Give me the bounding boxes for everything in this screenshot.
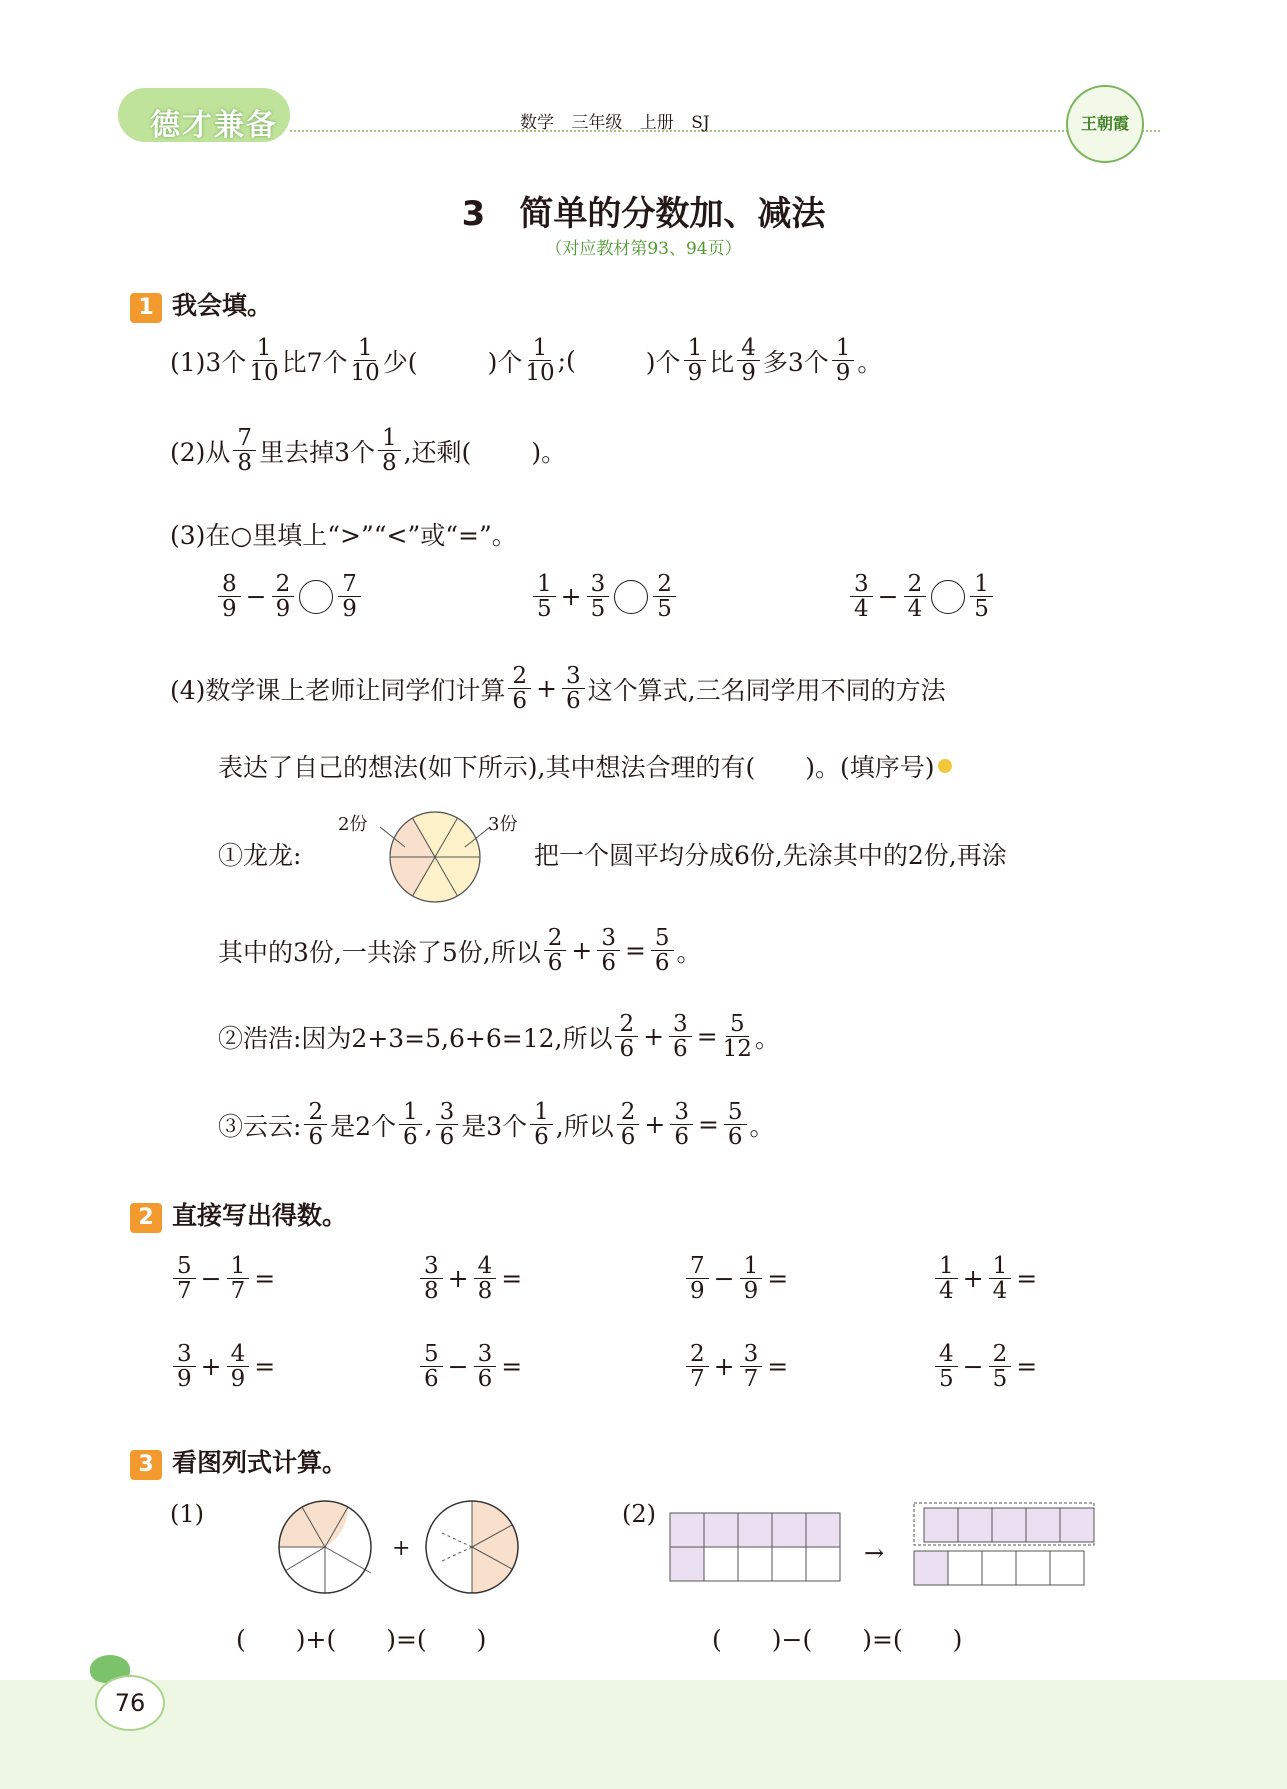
calc-item-5: 3 9 + $\frac{4}{9}$ = (170, 1342, 277, 1391)
q1-text: 多3个 (762, 347, 829, 377)
q2-text: ,还剩( (403, 437, 472, 467)
fraction: 7 8 (233, 426, 256, 475)
fraction: 1 10 (249, 335, 279, 387)
haohao-text: ②浩浩:因为2+3=5,6+6=12,所以 2 6 + $\frac{3}{6}$ = $\frac{5}{12}$ 。 (218, 1011, 780, 1063)
section-3-number: 3 (130, 1450, 162, 1480)
page-number: 76 (95, 1675, 165, 1731)
plus-sign: + (392, 1536, 411, 1561)
section-3-heading (130, 1443, 347, 1480)
fraction: 1 8 (378, 426, 401, 475)
calc-item-6: 5 6 − $\frac{3}{6}$ = (417, 1342, 524, 1391)
yunyun-text: ③云云: 2 6 是2个 1 6 , 3 6 是3个 1 6 ,所以 2 6 + $\frac{3}{6}$ = $\frac{5}{6}$ 。 (218, 1099, 775, 1151)
calc-item-7: 2 7 + $\frac{3}{7}$ = (683, 1342, 790, 1391)
part-1-label: (1) (170, 1500, 204, 1528)
page-title: 3 简单的分数加、减法 (461, 194, 826, 234)
compare-item-1: 8 9 − $\frac{2}{9}$ 7 9 (215, 572, 364, 621)
compare-circle[interactable] (614, 580, 648, 614)
q1-text: (1)3个 (170, 347, 247, 377)
question-1-2 (170, 426, 566, 475)
answer-formula-1[interactable]: ( )+( )=( ) (236, 1625, 487, 1654)
answer-formula-2[interactable]: ( )−( )=( ) (712, 1625, 963, 1654)
calc-item-3: 7 9 − $\frac{1}{9}$ = (683, 1254, 790, 1303)
brand-logo-text: 德才兼备 (150, 108, 278, 143)
q2-text: (2)从 (170, 437, 231, 467)
page-subtitle: （对应教材第93、94页） (545, 239, 742, 259)
section-2-heading (130, 1196, 347, 1233)
fraction: 1 9 (684, 336, 707, 385)
label-2-fen: 2份 (338, 814, 368, 835)
section-1-label: 我会填。 (172, 291, 273, 320)
compare-circle[interactable] (299, 580, 333, 614)
fraction: 1 9 (832, 336, 855, 385)
fraction: 4 9 (737, 336, 760, 385)
header-divider (290, 130, 1160, 132)
section-2-label: 直接写出得数。 (172, 1201, 348, 1230)
section-2-number: 2 (130, 1203, 162, 1233)
q1-text: 少( (382, 347, 418, 377)
q1-text: 比 (709, 347, 735, 377)
longlong-label: ①龙龙: (218, 841, 302, 870)
question-1-3: (3)在○里填上“>”“<”或“=”。 (170, 521, 517, 550)
section-3-label: 看图列式计算。 (172, 1448, 348, 1477)
calc-item-1: 5 7 − $\frac{1}{7}$ = (170, 1254, 277, 1303)
arrow-icon: → (864, 1539, 885, 1567)
author-badge-text: 王朝霞 (1080, 114, 1129, 133)
calc-item-8: 4 5 − $\frac{2}{5}$ = (932, 1342, 1039, 1391)
section-1-heading (130, 286, 272, 323)
pie-addition-diagram (270, 1495, 530, 1600)
calc-item-2: 3 8 + $\frac{4}{8}$ = (417, 1254, 524, 1303)
question-1-1 (170, 336, 882, 385)
fraction: 1 10 (350, 335, 380, 387)
compare-circle[interactable] (931, 580, 965, 614)
q1-text: 比7个 (281, 347, 348, 377)
header-info: 数学 三年级 上册 SJ (520, 113, 710, 133)
author-badge (1066, 85, 1144, 163)
calc-item-4: 1 4 + $\frac{1}{4}$ = (932, 1254, 1039, 1303)
q1-text: )个 (487, 347, 523, 377)
question-1-4-line2: 表达了自己的想法(如下所示),其中想法合理的有( )。(填序号) (218, 748, 952, 784)
q1-text: )个 (645, 347, 681, 377)
q2-text: )。 (531, 437, 567, 467)
compare-item-3: 3 4 − $\frac{2}{4}$ 1 5 (847, 572, 996, 621)
label-3-fen: 3份 (488, 814, 518, 835)
grid-subtraction-diagram (668, 1495, 1108, 1595)
longlong-text: 把一个圆平均分成6份,先涂其中的2份,再涂 (534, 841, 1007, 870)
q1-text: 。 (857, 347, 883, 377)
lightbulb-icon (938, 759, 952, 773)
fraction: 1 10 (525, 335, 555, 387)
question-1-4: (4)数学课上老师让同学们计算 2 6 + $\frac{3}{6}$ 这个算式,三名同学用不同的方法 (170, 663, 946, 715)
compare-item-2: 1 5 + $\frac{3}{5}$ 2 5 (530, 572, 679, 621)
section-1-number: 1 (130, 293, 162, 323)
q1-text: ;( (557, 346, 576, 376)
part-2-label: (2) (622, 1500, 656, 1528)
footer-band (0, 1680, 1287, 1789)
q2-text: 里去掉3个 (259, 437, 375, 467)
longlong-text-2: 其中的3份,一共涂了5份,所以 2 6 + $\frac{3}{6}$ = $\frac{5}{6}$ 。 (218, 925, 702, 977)
